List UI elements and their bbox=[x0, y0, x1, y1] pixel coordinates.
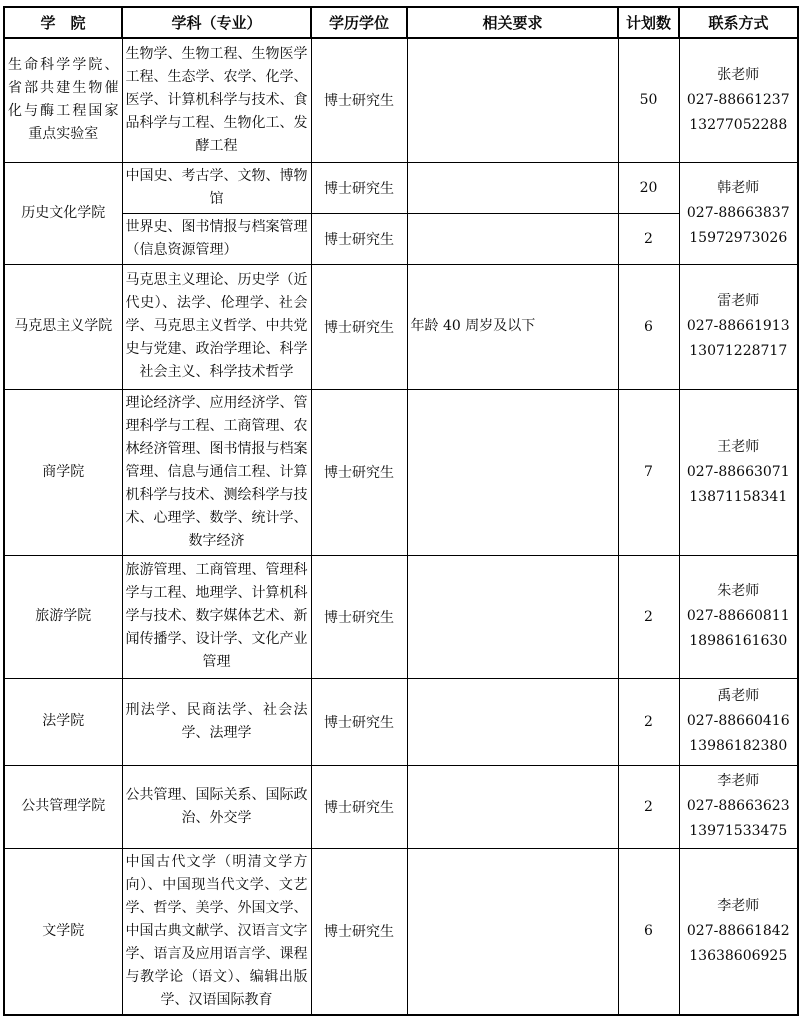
contact-cell bbox=[679, 162, 798, 264]
majors-cell: 生物学、生物工程、生物医学工程、生态学、农学、化学、医学、计算机科学与技术、食品科学与工程、生物化工、发酵工程 bbox=[122, 38, 311, 162]
requirement-cell bbox=[407, 678, 618, 765]
header-college: 学 院 bbox=[4, 7, 122, 38]
requirement-cell bbox=[407, 389, 618, 555]
degree-cell: 博士研究生 bbox=[311, 389, 407, 555]
contact-name: 李老师 bbox=[717, 773, 760, 789]
contact-cell bbox=[679, 555, 798, 678]
majors-cell: 公共管理、国际关系、国际政治、外交学 bbox=[122, 765, 311, 848]
header-major: 学科（专业） bbox=[122, 7, 311, 38]
contact-cell bbox=[679, 848, 798, 1015]
contact-mobile: 13871158341 bbox=[689, 488, 788, 505]
table-row bbox=[4, 38, 798, 162]
college-cell: 公共管理学院 bbox=[4, 765, 122, 848]
college-cell: 法学院 bbox=[4, 678, 122, 765]
plan-count-cell: 50 bbox=[618, 38, 679, 162]
contact-mobile: 15972973026 bbox=[689, 229, 788, 246]
degree-cell: 博士研究生 bbox=[311, 162, 407, 213]
degree-cell: 博士研究生 bbox=[311, 555, 407, 678]
degree-cell: 博士研究生 bbox=[311, 213, 407, 264]
requirement-cell bbox=[407, 38, 618, 162]
contact-phone: 027-88660811 bbox=[686, 608, 790, 624]
table-row bbox=[4, 765, 798, 848]
majors-cell: 刑法学、民商法学、社会法学、法理学 bbox=[122, 678, 311, 765]
header-degree: 学历学位 bbox=[311, 7, 407, 38]
table-row bbox=[4, 678, 798, 765]
contact-phone: 027-88661237 bbox=[686, 91, 790, 108]
college-cell: 文学院 bbox=[4, 848, 122, 1015]
requirement-cell bbox=[407, 555, 618, 678]
requirement-cell bbox=[407, 765, 618, 848]
contact-phone: 027-88661913 bbox=[686, 318, 790, 334]
college-cell: 历史文化学院 bbox=[4, 162, 122, 264]
contact-phone: 027-88663837 bbox=[686, 204, 790, 221]
contact-mobile: 13638606925 bbox=[689, 947, 788, 964]
plan-count-cell: 2 bbox=[618, 765, 679, 848]
contact-cell bbox=[679, 264, 798, 389]
plan-count-cell: 6 bbox=[618, 264, 679, 389]
contact-mobile: 13277052288 bbox=[689, 116, 788, 133]
contact-phone: 027-88660416 bbox=[686, 713, 790, 729]
contact-name: 张老师 bbox=[717, 66, 760, 83]
majors-cell: 马克思主义理论、历史学（近代史）、法学、伦理学、社会学、马克思主义哲学、中共党史与党建、政治学理论、科学社会主义、科学技术哲学 bbox=[122, 264, 311, 389]
degree-cell: 博士研究生 bbox=[311, 38, 407, 162]
contact-name: 王老师 bbox=[717, 438, 760, 455]
majors-cell: 理论经济学、应用经济学、管理科学与工程、工商管理、农林经济管理、图书情报与档案管理、信息与通信工程、计算机科学与技术、测绘科学与技术、心理学、数学、统计学、数字经济 bbox=[122, 389, 311, 555]
contact-name: 朱老师 bbox=[717, 583, 760, 599]
contact-cell bbox=[679, 389, 798, 555]
plan-count-cell: 6 bbox=[618, 848, 679, 1015]
table-row bbox=[4, 213, 798, 264]
plan-count-cell: 2 bbox=[618, 678, 679, 765]
contact-mobile: 13971533475 bbox=[689, 823, 788, 839]
majors-cell: 中国史、考古学、文物、博物馆 bbox=[122, 162, 311, 213]
plan-count-cell: 7 bbox=[618, 389, 679, 555]
contact-mobile: 13986182380 bbox=[689, 738, 788, 754]
contact-name: 李老师 bbox=[717, 897, 760, 914]
degree-cell: 博士研究生 bbox=[311, 765, 407, 848]
contact-name: 禹老师 bbox=[717, 688, 760, 704]
requirement-cell bbox=[407, 162, 618, 213]
college-cell: 旅游学院 bbox=[4, 555, 122, 678]
table-row bbox=[4, 555, 798, 678]
college-cell: 马克思主义学院 bbox=[4, 264, 122, 389]
majors-cell: 世界史、图书情报与档案管理（信息资源管理） bbox=[122, 213, 311, 264]
header-requirement: 相关要求 bbox=[407, 7, 618, 38]
requirement-cell: 年龄 40 周岁及以下 bbox=[407, 264, 618, 389]
contact-mobile: 18986161630 bbox=[689, 633, 788, 649]
requirement-cell bbox=[407, 213, 618, 264]
header-contact: 联系方式 bbox=[679, 7, 798, 38]
recruitment-table bbox=[3, 6, 799, 1016]
contact-phone: 027-88661842 bbox=[686, 922, 790, 939]
contact-name: 雷老师 bbox=[717, 293, 760, 309]
contact-name: 韩老师 bbox=[717, 179, 760, 196]
table-header-row bbox=[4, 7, 798, 38]
degree-cell: 博士研究生 bbox=[311, 678, 407, 765]
contact-phone: 027-88663071 bbox=[686, 463, 790, 480]
requirement-cell bbox=[407, 848, 618, 1015]
degree-cell: 博士研究生 bbox=[311, 848, 407, 1015]
contact-cell bbox=[679, 765, 798, 848]
header-plan-count: 计划数 bbox=[618, 7, 679, 38]
table-row bbox=[4, 162, 798, 213]
table-row bbox=[4, 389, 798, 555]
plan-count-cell: 2 bbox=[618, 213, 679, 264]
majors-cell: 旅游管理、工商管理、管理科学与工程、地理学、计算机科学与技术、数字媒体艺术、新闻传播学、设计学、文化产业管理 bbox=[122, 555, 311, 678]
college-cell: 生命科学学院、省部共建生物催化与酶工程国家重点实验室 bbox=[4, 38, 122, 162]
contact-mobile: 13071228717 bbox=[689, 343, 788, 359]
college-cell: 商学院 bbox=[4, 389, 122, 555]
plan-count-cell: 2 bbox=[618, 555, 679, 678]
contact-cell bbox=[679, 678, 798, 765]
degree-cell: 博士研究生 bbox=[311, 264, 407, 389]
contact-phone: 027-88663623 bbox=[686, 798, 790, 814]
contact-cell bbox=[679, 38, 798, 162]
plan-count-cell: 20 bbox=[618, 162, 679, 213]
majors-cell: 中国古代文学（明清文学方向）、中国现当代文学、文艺学、哲学、美学、外国文学、中国古典文献学、汉语言文字学、语言及应用语言学、课程与教学论（语文）、编辑出版学、汉语国际教育 bbox=[122, 848, 311, 1015]
table-row bbox=[4, 264, 798, 389]
table-row bbox=[4, 848, 798, 1015]
